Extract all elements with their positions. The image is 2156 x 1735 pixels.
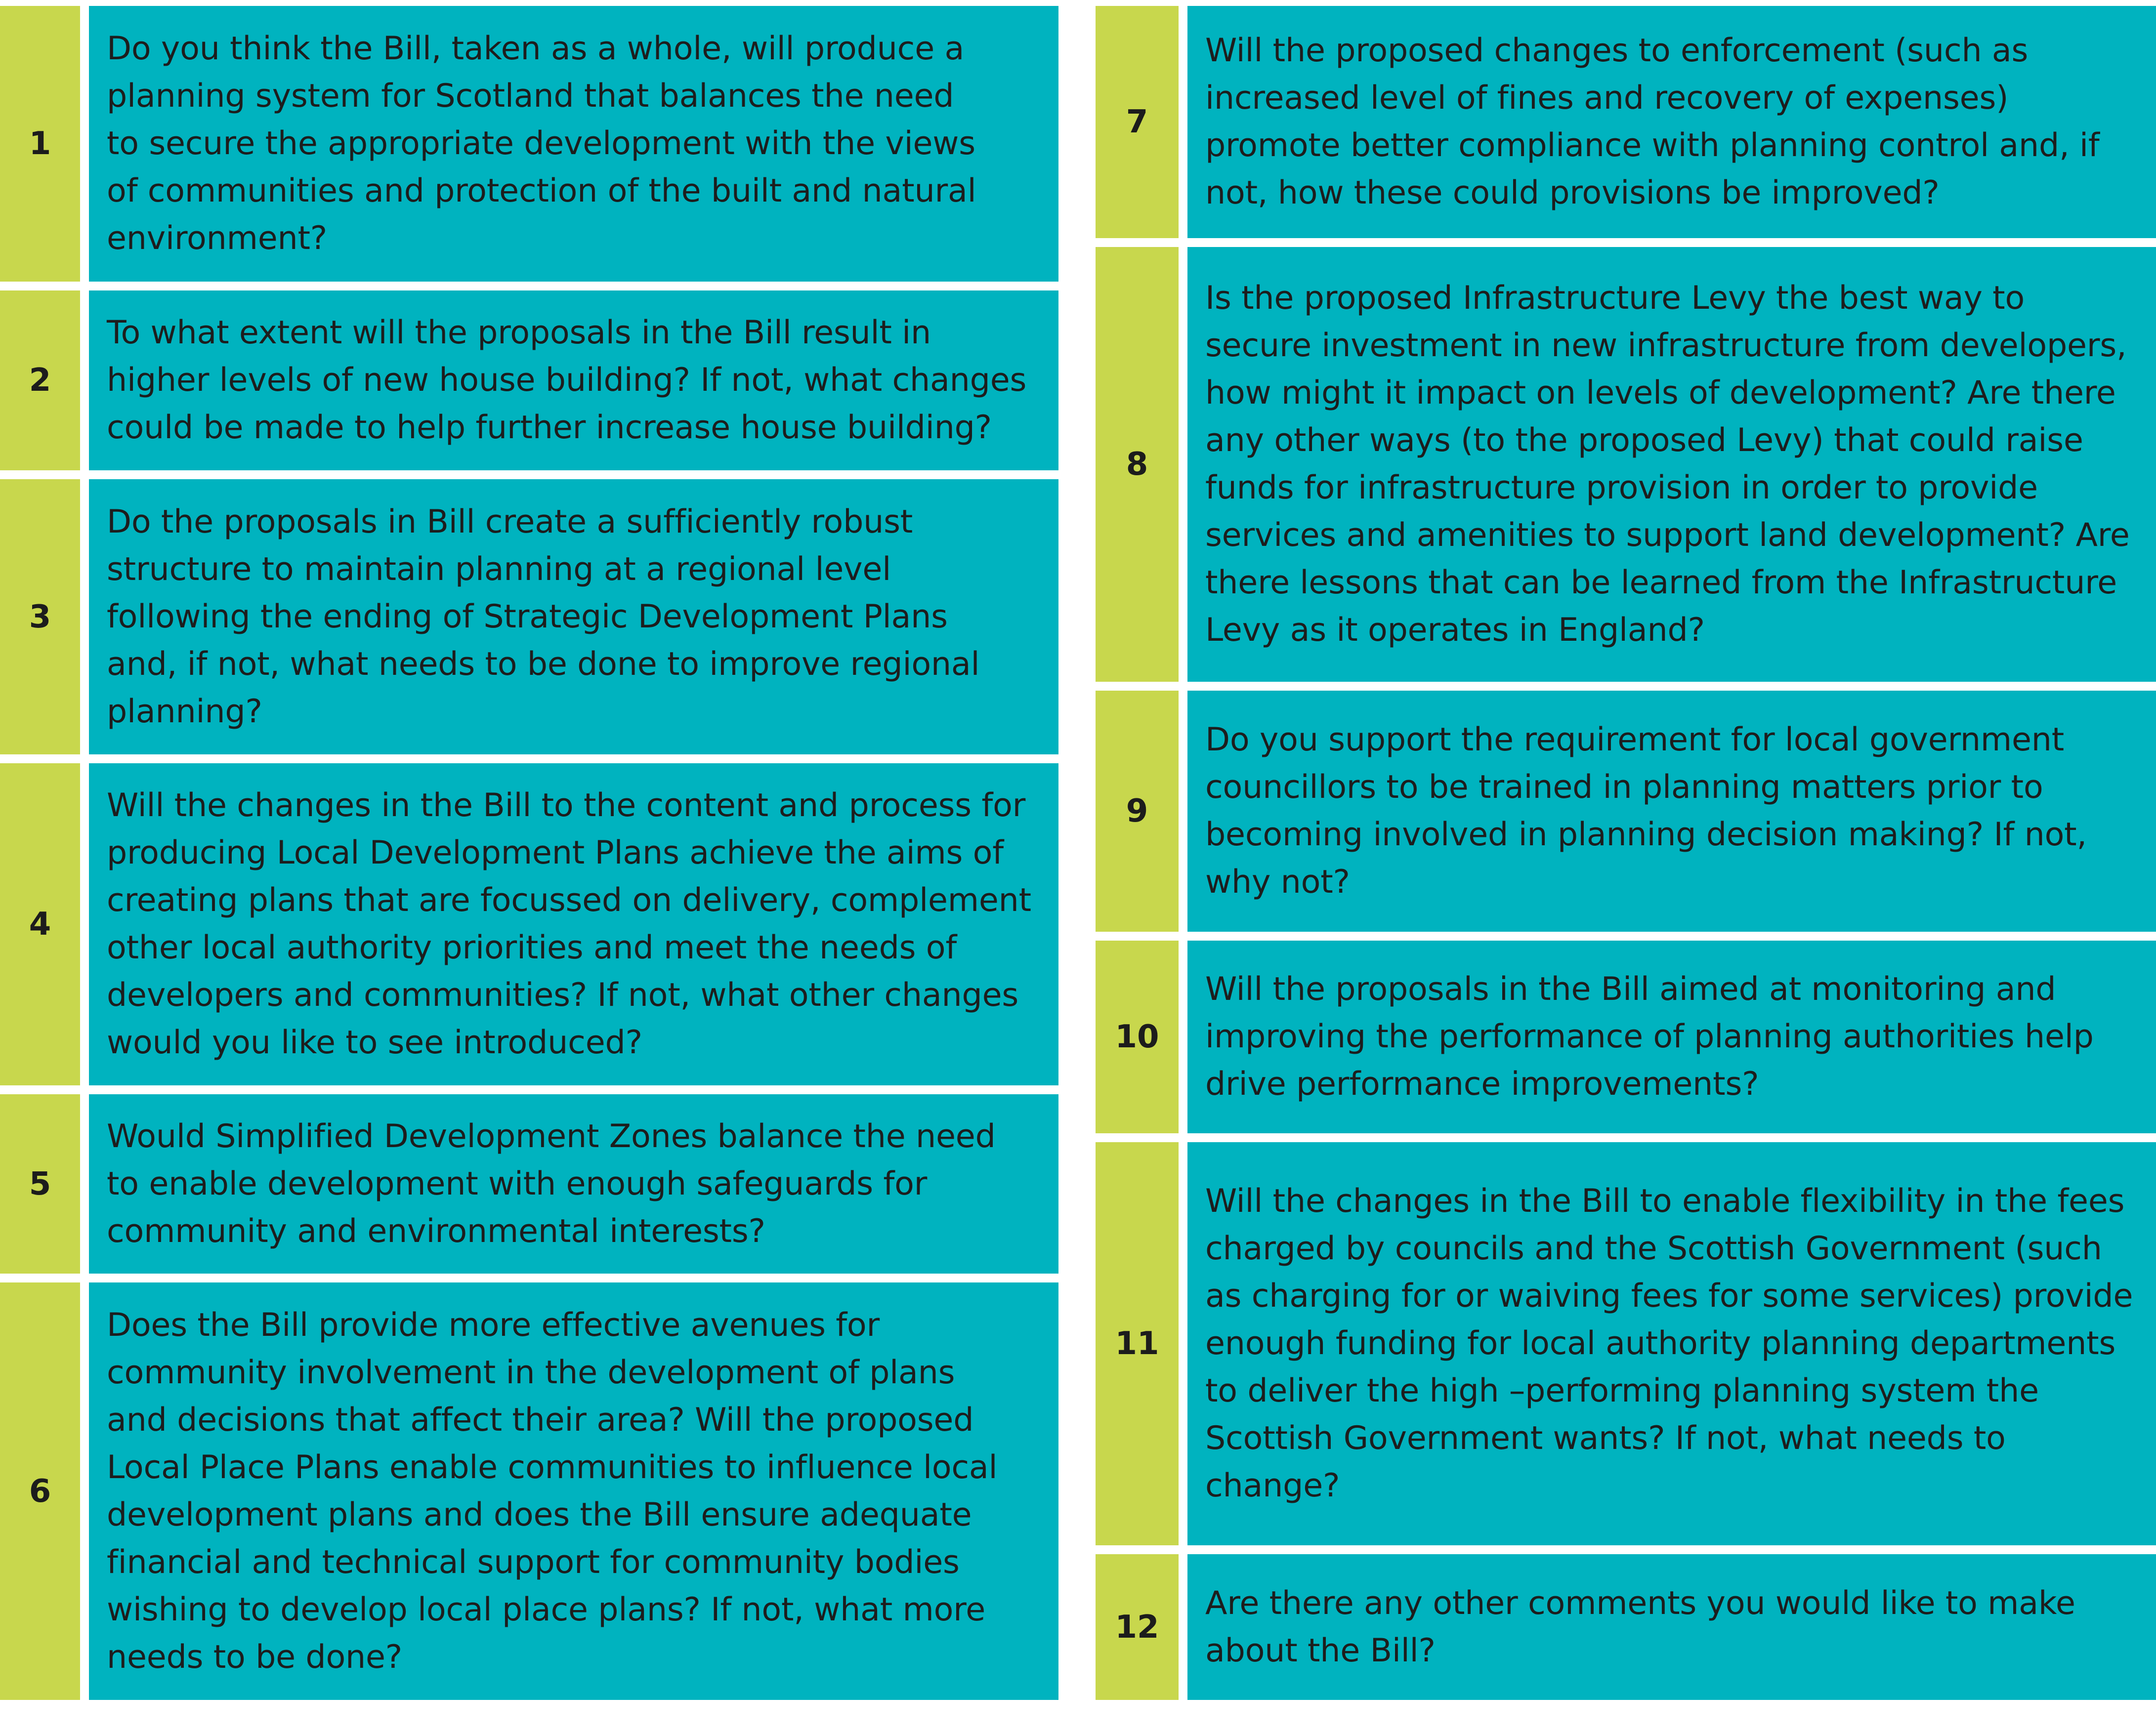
question-row xyxy=(0,6,1058,282)
question-row xyxy=(1096,1554,2156,1700)
question-text: Will the changes in the Bill to the content and process for producing Local Development Plans achieve the aims of creating plans that are focussed on delivery, complement other local authority priorities and meet the needs of developers and communities? If not, what other changes would you like to see introduced? xyxy=(107,787,1031,1061)
cell-divider xyxy=(80,1282,89,1700)
question-number: 10 xyxy=(1096,941,1179,1133)
question-number: 5 xyxy=(0,1094,80,1274)
question-number: 9 xyxy=(1096,691,1179,932)
question-cell xyxy=(1187,691,2156,932)
question-row xyxy=(0,1282,1058,1700)
cell-divider xyxy=(1179,6,1187,238)
cell-divider xyxy=(1179,247,1187,682)
question-cell xyxy=(1187,6,2156,238)
question-number: 11 xyxy=(1096,1142,1179,1545)
question-cell xyxy=(1187,247,2156,682)
question-text: Will the proposed changes to enforcement (such as increased level of fines and recovery of expenses) promote better compliance with planning control and, if not, how these could provisions be improved? xyxy=(1205,32,2100,211)
question-row xyxy=(1096,247,2156,682)
cell-divider xyxy=(80,763,89,1085)
cell-divider xyxy=(80,479,89,754)
question-number: 6 xyxy=(0,1282,80,1700)
question-number: 7 xyxy=(1096,6,1179,238)
question-number: 2 xyxy=(0,290,80,470)
question-text: Do the proposals in Bill create a sufficiently robust structure to maintain planning at a regional level following the ending of Strategic Development Plans and, if not, what needs to be done to improve regional planning? xyxy=(107,503,980,730)
question-cell xyxy=(1187,941,2156,1133)
question-cell xyxy=(89,479,1058,754)
question-text: Do you support the requirement for local government councillors to be trained in planning matters prior to becoming involved in planning decision making? If not, why not? xyxy=(1205,721,2087,901)
question-number: 8 xyxy=(1096,247,1179,682)
question-cell xyxy=(89,290,1058,470)
question-row xyxy=(1096,1142,2156,1545)
question-number: 1 xyxy=(0,6,80,282)
question-cell xyxy=(1187,1554,2156,1700)
question-row xyxy=(1096,6,2156,238)
cell-divider xyxy=(1179,1554,1187,1700)
question-row xyxy=(0,763,1058,1085)
question-text: Will the changes in the Bill to enable flexibility in the fees charged by councils and the Scottish Government (such as charging for or waiving fees for some services) provide enough funding for local authority planning departments to deliver the high –performing planning system the Scottish Government wants? If not, what needs to change? xyxy=(1205,1183,2133,1504)
cell-divider xyxy=(80,290,89,470)
question-text: Do you think the Bill, taken as a whole, will produce a planning system for Scotland that balances the need to secure the appropriate development with the views of communities and protection of the built and natural environment? xyxy=(107,30,976,257)
question-number: 12 xyxy=(1096,1554,1179,1700)
question-row xyxy=(0,1094,1058,1274)
question-row xyxy=(0,290,1058,470)
cell-divider xyxy=(1179,941,1187,1133)
question-text: Are there any other comments you would like to make about the Bill? xyxy=(1205,1584,2075,1669)
cell-divider xyxy=(1179,691,1187,932)
question-cell xyxy=(89,763,1058,1085)
cell-divider xyxy=(1179,1142,1187,1545)
question-cell xyxy=(89,6,1058,282)
question-row xyxy=(0,479,1058,754)
cell-divider xyxy=(80,1094,89,1274)
question-text: Does the Bill provide more effective avenues for community involvement in the development of plans and decisions that affect their area? Will the proposed Local Place Plans enable communities to influence local development plans and does the Bill ensure adequate financial and technical support for community bodies wishing to develop local place plans? If not, what more needs to be done? xyxy=(107,1306,998,1676)
question-number: 4 xyxy=(0,763,80,1085)
question-text: Is the proposed Infrastructure Levy the best way to secure investment in new infrastructure from developers, how might it impact on levels of development? Are there any other ways (to the proposed Levy) that could raise funds for infrastructure provision in order to provide services and amenities to support land development? Are there lessons that can be learned from the Infrastructure Levy as it operates in England? xyxy=(1205,280,2130,649)
question-text: Would Simplified Development Zones balance the need to enable development with enough safeguards for community and environmental interests? xyxy=(107,1117,996,1250)
cell-divider xyxy=(80,6,89,282)
question-text: To what extent will the proposals in the Bill result in higher levels of new house building? If not, what changes could be made to help further increase house building? xyxy=(107,314,1027,446)
question-cell xyxy=(1187,1142,2156,1545)
question-number: 3 xyxy=(0,479,80,754)
question-row xyxy=(1096,941,2156,1133)
question-cell xyxy=(89,1094,1058,1274)
question-row xyxy=(1096,691,2156,932)
question-text: Will the proposals in the Bill aimed at monitoring and improving the performance of planning authorities help drive performance improvements? xyxy=(1205,971,2094,1103)
question-cell xyxy=(89,1282,1058,1700)
